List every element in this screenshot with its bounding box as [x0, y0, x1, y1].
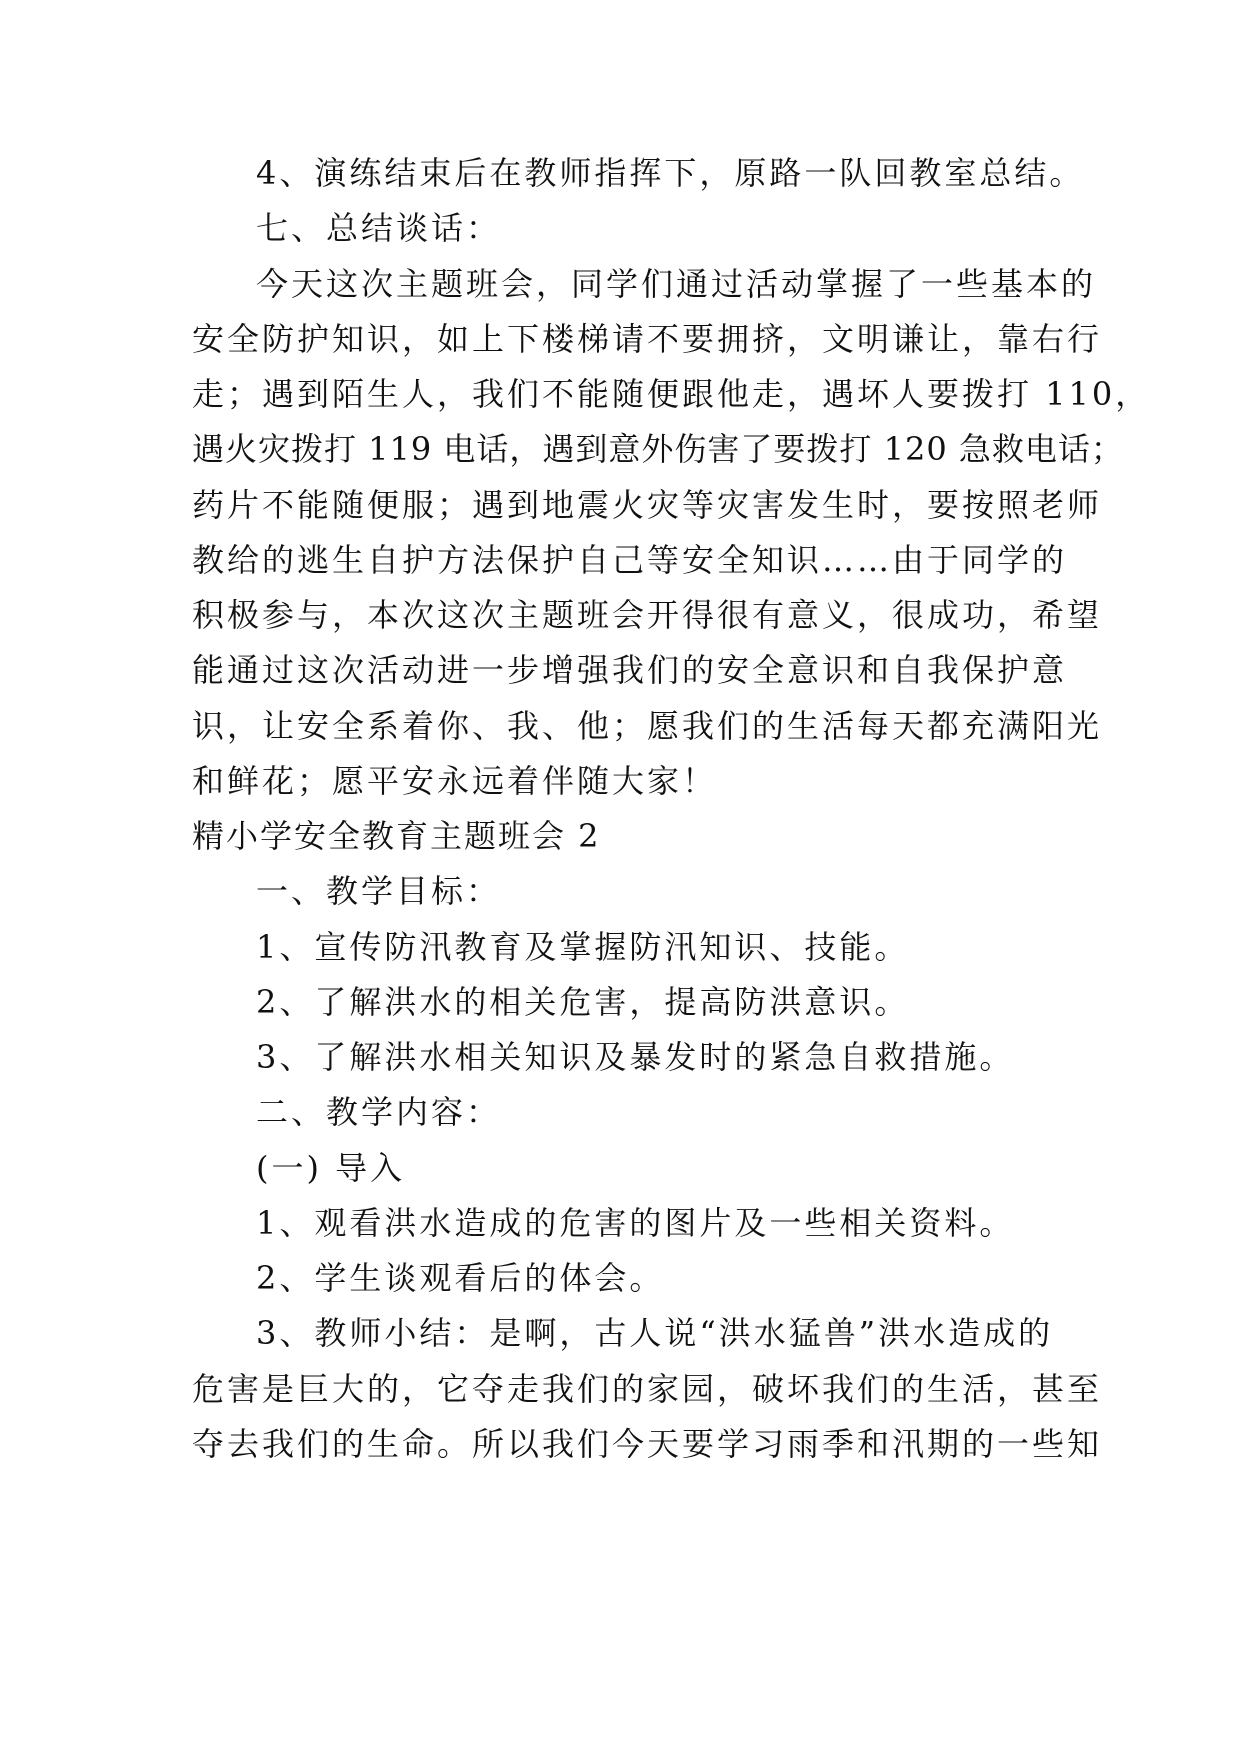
list-item: 3、教师小结：是啊，古人说“洪水猛兽”洪水造成的 — [256, 1314, 1054, 1352]
paragraph-line: 能通过这次活动进一步增强我们的安全意识和自我保护意 — [192, 651, 1068, 689]
list-item: 3、了解洪水相关知识及暴发时的紧急自救措施。 — [256, 1038, 1015, 1076]
list-item: 2、了解洪水的相关危害，提高防洪意识。 — [256, 983, 910, 1021]
section-heading: 一、教学目标： — [256, 872, 502, 910]
paragraph-line: 安全防护知识，如上下楼梯请不要拥挤，文明谦让，靠右行 — [192, 320, 1103, 358]
paragraph-line: 教给的逃生自护方法保护自己等安全知识……由于同学的 — [192, 541, 1068, 579]
paragraph-line: 积极参与，本次这次主题班会开得很有意义，很成功，希望 — [192, 596, 1103, 634]
paragraph-line: 走；遇到陌生人，我们不能随便跟他走，遇坏人要拨打 110， — [192, 375, 1151, 413]
paragraph-line: 危害是巨大的，它夺走我们的家园，破坏我们的生活，甚至 — [192, 1370, 1103, 1408]
paragraph-line: 识，让安全系着你、我、他；愿我们的生活每天都充满阳光 — [192, 707, 1103, 745]
section-heading: 二、教学内容： — [256, 1093, 502, 1131]
list-item: 1、宣传防汛教育及掌握防汛知识、技能。 — [256, 928, 910, 966]
document-title: 精小学安全教育主题班会 2 — [192, 817, 601, 855]
list-item: 1、观看洪水造成的危害的图片及一些相关资料。 — [256, 1204, 1015, 1242]
paragraph-line: 今天这次主题班会，同学们通过活动掌握了一些基本的 — [256, 265, 1097, 303]
paragraph-line: 药片不能随便服；遇到地震火灾等灾害发生时，要按照老师 — [192, 486, 1103, 524]
paragraph-line: 4、演练结束后在教师指挥下，原路一队回教室总结。 — [256, 154, 1085, 192]
paragraph-line: 和鲜花；愿平安永远着伴随大家！ — [192, 762, 718, 800]
section-heading: 七、总结谈话： — [256, 209, 502, 247]
list-item: 2、学生谈观看后的体会。 — [256, 1259, 665, 1297]
paragraph-line: 夺去我们的生命。所以我们今天要学习雨季和汛期的一些知 — [192, 1425, 1103, 1463]
subsection-heading: (一) 导入 — [256, 1149, 406, 1187]
paragraph-line: 遇火灾拨打 119 电话，遇到意外伤害了要拨打 120 急救电话； — [192, 430, 1124, 468]
